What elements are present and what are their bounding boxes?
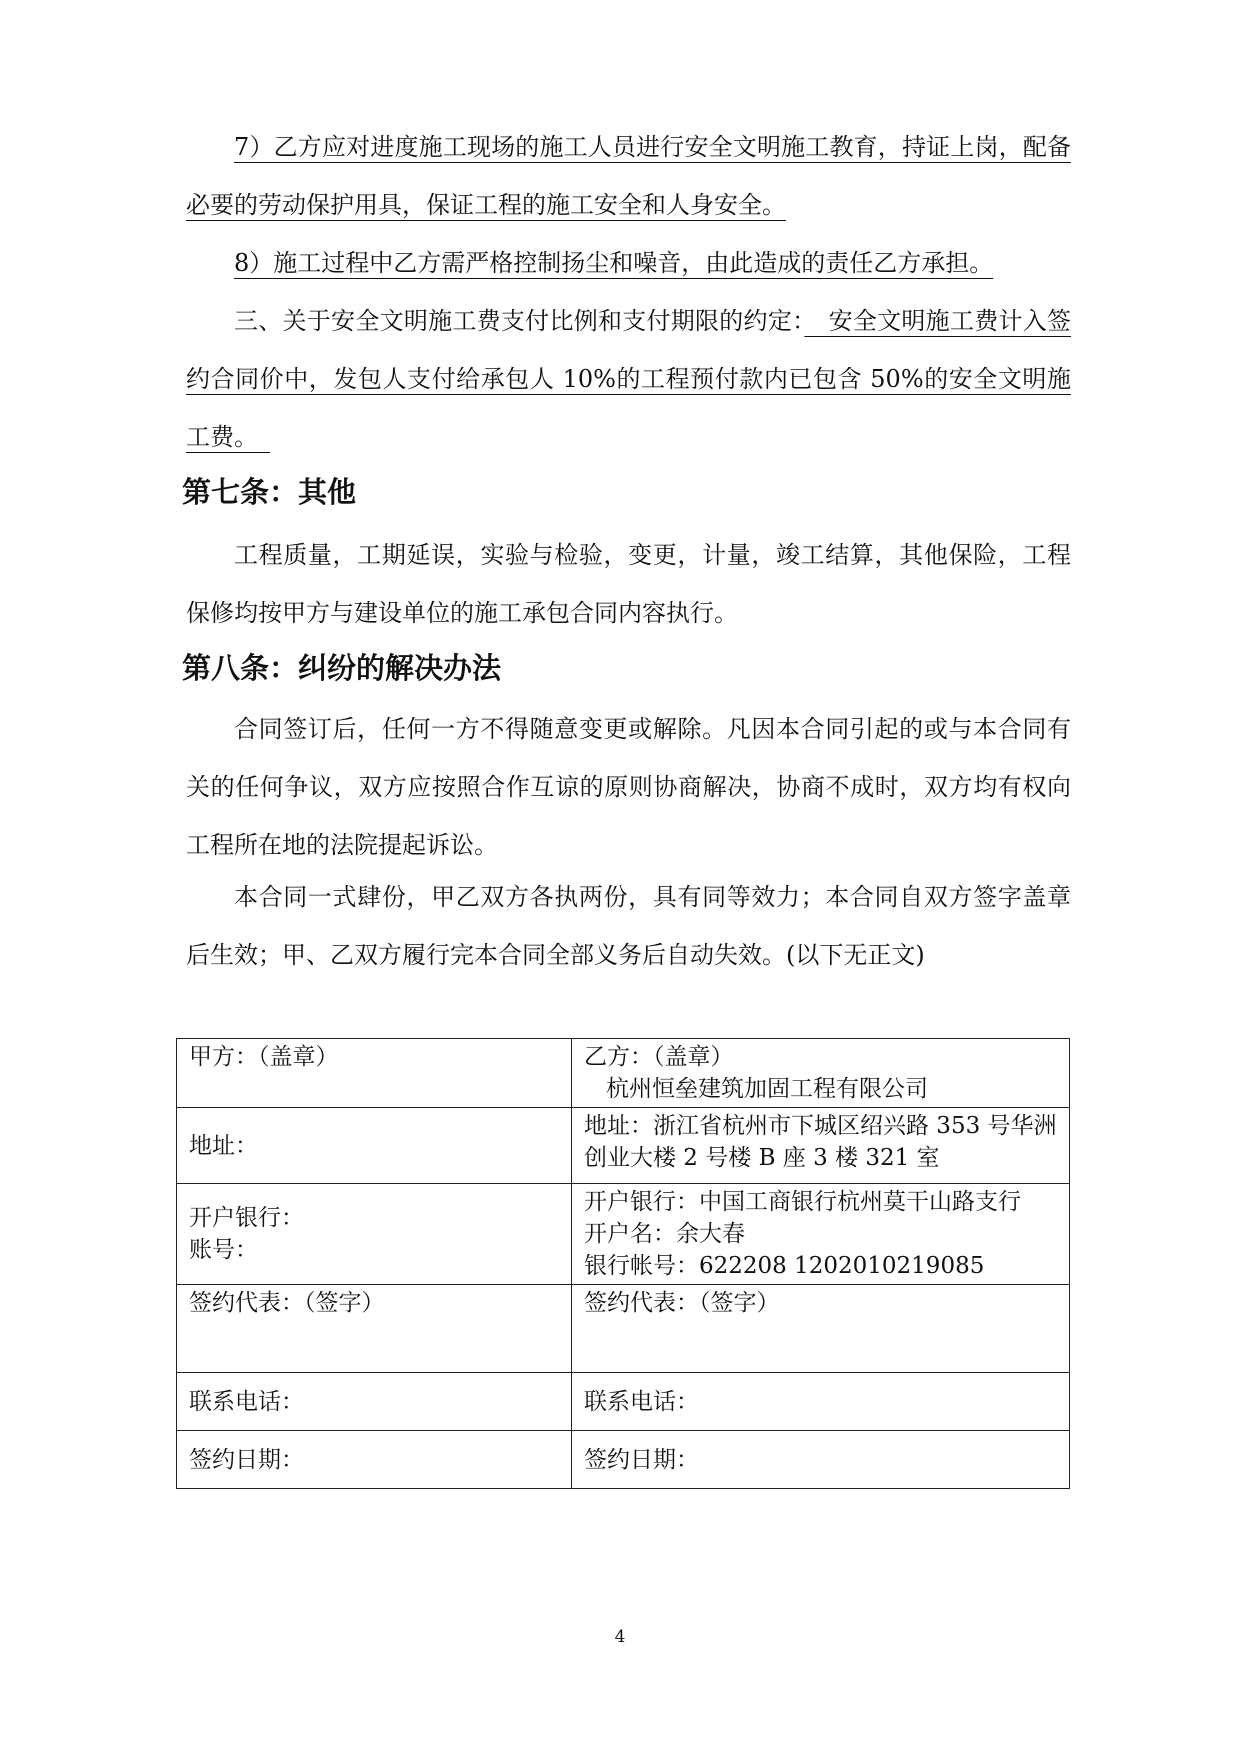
section-7-heading: 第七条：其他: [182, 475, 357, 509]
other-paragraph: [186, 526, 1071, 642]
page-number: 4: [614, 1627, 626, 1647]
copies-paragraph: [186, 868, 1071, 984]
party-b-bank: 开户银行：中国工商银行杭州莫干山路支行: [584, 1189, 1021, 1215]
safety-fee-paragraph: [186, 292, 1071, 466]
party-a-bank: 开户银行：: [189, 1205, 304, 1231]
table-row: [177, 1285, 1070, 1373]
table-row: [177, 1184, 1070, 1285]
clause-8-paragraph: [186, 234, 1071, 292]
copies-text: 本合同一式肆份，甲乙双方各执两份，具有同等效力；本合同自双方签字盖章后生效；甲、乙双方履行完本合同全部义务后自动失效。(以下无正文): [186, 883, 1071, 969]
party-b-seal: 乙方：（盖章）: [584, 1044, 734, 1070]
other-text: 工程质量，工期延误，实验与检验，变更，计量，竣工结算，其他保险，工程保修均按甲方与建设单位的施工承包合同内容执行。: [186, 541, 1071, 627]
clause-7-paragraph: [186, 118, 1071, 234]
party-a-account: 账号：: [189, 1237, 258, 1263]
party-b-company: 杭州恒垒建筑加固工程有限公司: [606, 1076, 928, 1102]
party-b-account: 银行帐号：622208 1202010219085: [584, 1253, 985, 1279]
party-b-representative: 签约代表：（签字）: [572, 1285, 1070, 1373]
table-row: [177, 1039, 1070, 1108]
party-a-address: 地址：: [177, 1108, 572, 1184]
table-row: [177, 1373, 1070, 1431]
party-b-seal-cell: [572, 1039, 1070, 1108]
dispute-text: 合同签订后，任何一方不得随意变更或解除。凡因本合同引起的或与本合同有关的任何争议，双方应按照合作互谅的原则协商解决，协商不成时，双方均有权向工程所在地的法院提起诉讼。: [186, 715, 1071, 859]
party-b-phone: 联系电话：: [572, 1373, 1070, 1431]
table-row: [177, 1431, 1070, 1489]
section-8-heading: 第八条：纠纷的解决办法: [182, 651, 502, 685]
party-a-phone: 联系电话：: [177, 1373, 572, 1431]
party-b-address: 地址：浙江省杭州市下城区绍兴路 353 号华洲创业大楼 2 号楼 B 座 3 楼 321 室: [572, 1108, 1070, 1184]
clause-8-text: 8）施工过程中乙方需严格控制扬尘和噪音，由此造成的责任乙方承担。: [234, 249, 994, 277]
party-b-account-name: 开户名：余大春: [584, 1221, 745, 1247]
party-b-date: 签约日期：: [572, 1431, 1070, 1489]
dispute-paragraph: [186, 700, 1071, 874]
safety-fee-lead: 三、关于安全文明施工费支付比例和支付期限的约定：: [234, 307, 805, 335]
party-a-bank-cell: [177, 1184, 572, 1285]
table-row: [177, 1108, 1070, 1184]
clause-7-text: 7）乙方应对进度施工现场的施工人员进行安全文明施工教育，持证上岗，配备必要的劳动保护用具，保证工程的施工安全和人身安全。: [186, 133, 1071, 219]
signature-table: [176, 1038, 1070, 1489]
party-b-bank-cell: [572, 1184, 1070, 1285]
party-a-representative: 签约代表：（签字）: [177, 1285, 572, 1373]
party-a-seal: 甲方：（盖章）: [177, 1039, 572, 1108]
safety-fee-value: 安全文明施工费计入签约合同价中，发包人支付给承包人 10%的工程预付款内已包含 50%的安全文明施工费。: [186, 307, 1072, 451]
party-a-date: 签约日期：: [177, 1431, 572, 1489]
